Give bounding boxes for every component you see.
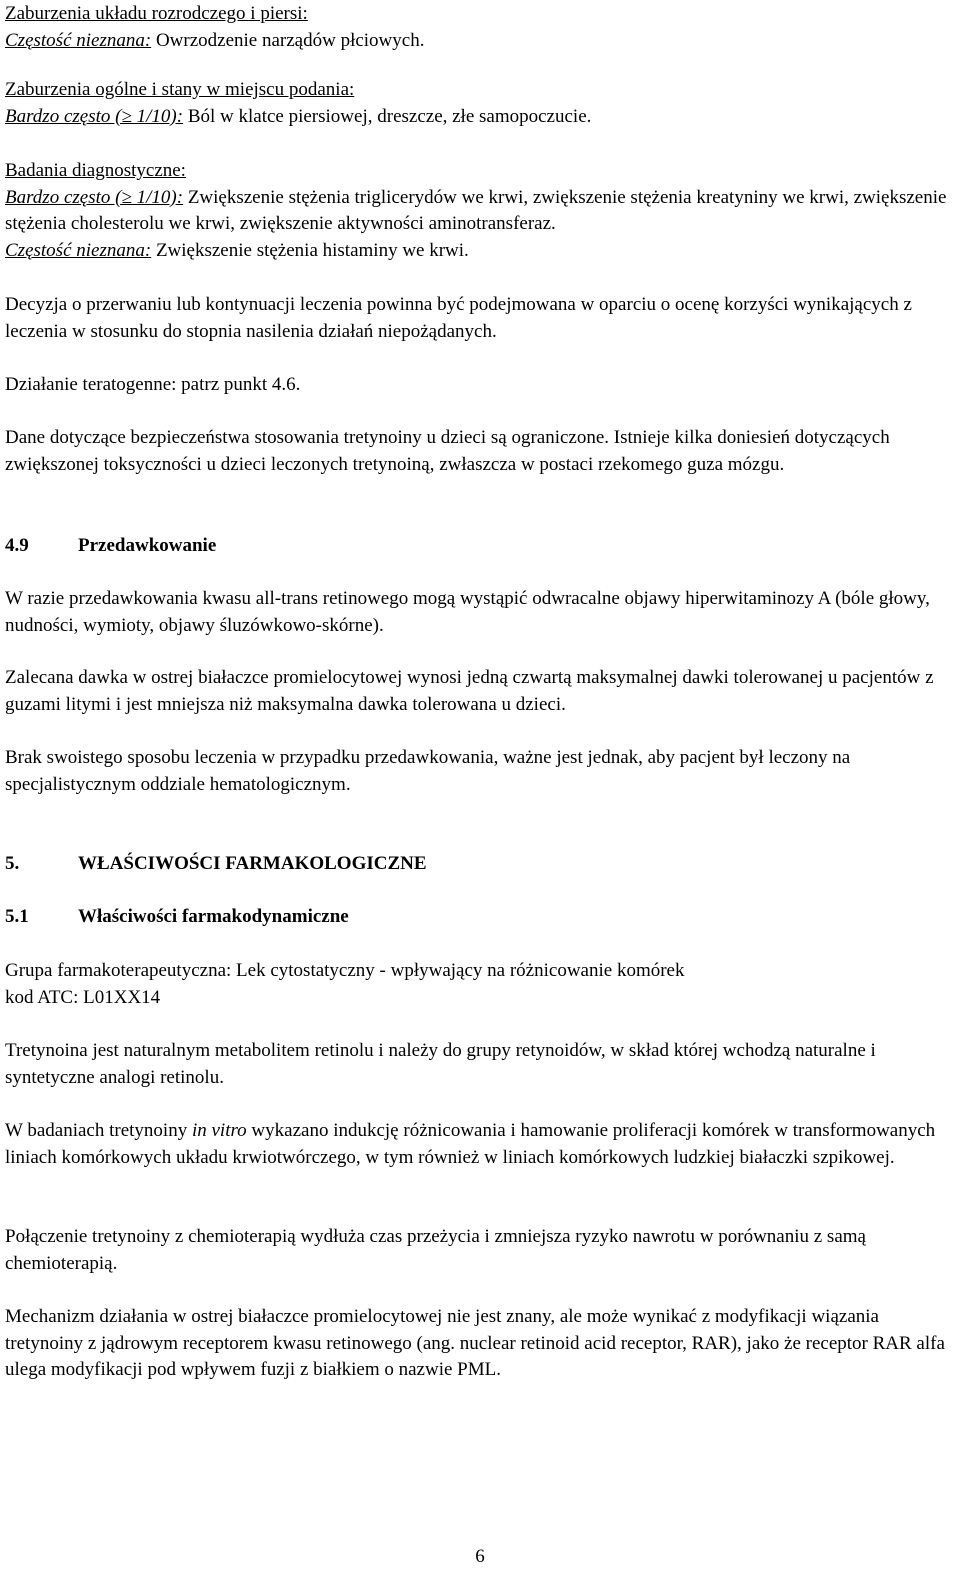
general-disorders-heading: Zaburzenia ogólne i stany w miejscu podania:	[5, 79, 355, 100]
overdose-paragraph-1: W razie przedawkowania kwasu all-trans retinowego mogą wystąpić odwracalne objawy hiperwitaminozy A (bóle głowy, nudności, wymioty, objawy śluzówkowo-skórne).	[5, 588, 930, 636]
frequency-text: Owrzodzenie narządów płciowych.	[151, 29, 425, 51]
diagnostics-heading: Badania diagnostyczne:	[5, 160, 186, 181]
frequency-text: Ból w klatce piersiowej, dreszcze, złe samopoczucie.	[183, 105, 592, 127]
overdose-paragraph-3: Brak swoistego sposobu leczenia w przypadku przedawkowania, ważne jest jednak, aby pacjent był leczony na specjalistycznym oddziale hematologicznym.	[5, 747, 851, 795]
section-title: WŁAŚCIWOŚCI FARMAKOLOGICZNE	[78, 853, 427, 874]
in-vitro-text-after: wykazano indukcję różnicowania i hamowanie proliferacji komórek w transformowanych liniach komórkowych układu krwiotwórczego, w tym również w liniach komórkowych ludzkiej białaczki szpikowej.	[5, 1120, 936, 1168]
in-vitro-text-before: W badaniach tretynoiny	[5, 1120, 192, 1141]
section-5-heading	[5, 851, 427, 878]
in-vitro-paragraph	[5, 1118, 950, 1171]
section-number: 5.	[5, 853, 20, 874]
in-vitro-italic: in vitro	[191, 1120, 247, 1141]
decision-paragraph: Decyzja o przerwaniu lub kontynuacji leczenia powinna być podejmowana w oparciu o ocenę korzyści wynikających z leczenia w stosunku do stopnia nasilenia działań niepożądanych.	[5, 294, 912, 342]
section-number: 4.9	[5, 535, 29, 556]
section-5-1-heading	[5, 904, 349, 931]
frequency-label: Częstość nieznana:	[5, 29, 152, 51]
frequency-text: Zwiększenie stężenia histaminy we krwi.	[151, 239, 469, 261]
overdose-paragraph-2: Zalecana dawka w ostrej białaczce promielocytowej wynosi jedną czwartą maksymalnej dawki tolerowanej u pacjentów z guzami litymi i jest mniejsza niż maksymalna dawka tolerowana u dzieci.	[5, 667, 934, 715]
pharmacotherapeutic-group-line: Grupa farmakoterapeutyczna: Lek cytostatyczny - wpływający na różnicowanie komórek	[5, 960, 685, 981]
chemotherapy-combination-paragraph: Połączenie tretynoiny z chemioterapią wydłuża czas przeżycia i zmniejsza ryzyko nawrotu w porównaniu z samą chemioterapią.	[5, 1226, 866, 1274]
frequency-label: Częstość nieznana:	[5, 239, 152, 261]
section-4-9-heading	[5, 533, 216, 560]
mechanism-paragraph: Mechanizm działania w ostrej białaczce promielocytowej nie jest znany, ale może wynikać z modyfikacji wiązania tretynoiny z jądrowym receptorem kwasu retinowego (ang. nuclear retinoid acid receptor, RAR), jako że receptor RAR alfa ulega modyfikacji pod wpływem fuzji z białkiem o nazwie PML.	[5, 1306, 945, 1380]
section-title: Właściwości farmakodynamiczne	[78, 906, 349, 927]
pharmacotherapeutic-group-block	[5, 958, 684, 1011]
atc-code-line: kod ATC: L01XX14	[5, 986, 161, 1008]
frequency-text: Zwiększenie stężenia triglicerydów we krwi, zwiększenie stężenia kreatyniny we krwi, zwiększenie stężenia cholesterolu we krwi, zwiększenie aktywności aminotransferaz.	[5, 186, 947, 234]
section-number: 5.1	[5, 906, 29, 927]
diagnostics-block	[5, 158, 955, 264]
tretinoin-paragraph: Tretynoina jest naturalnym metabolitem retinolu i należy do grupy retynoidów, w skład której wchodzą naturalne i syntetyczne analogi retinolu.	[5, 1040, 876, 1088]
reproductive-disorders-block	[5, 1, 424, 54]
teratogenic-paragraph: Działanie teratogenne: patrz punkt 4.6.	[5, 374, 301, 395]
page-number: 6	[475, 1546, 485, 1567]
section-title: Przedawkowanie	[78, 535, 217, 556]
reproductive-disorders-heading: Zaburzenia układu rozrodczego i piersi:	[5, 3, 308, 24]
frequency-label: Bardzo często (≥ 1/10):	[5, 186, 184, 208]
children-safety-paragraph: Dane dotyczące bezpieczeństwa stosowania tretynoiny u dzieci są ograniczone. Istnieje kilka doniesień dotyczących zwiększonej toksyczności u dzieci leczonych tretynoiną, zwłaszcza w postaci rzekomego guza mózgu.	[5, 427, 890, 475]
frequency-label: Bardzo często (≥ 1/10):	[5, 105, 184, 127]
general-disorders-block	[5, 77, 591, 130]
